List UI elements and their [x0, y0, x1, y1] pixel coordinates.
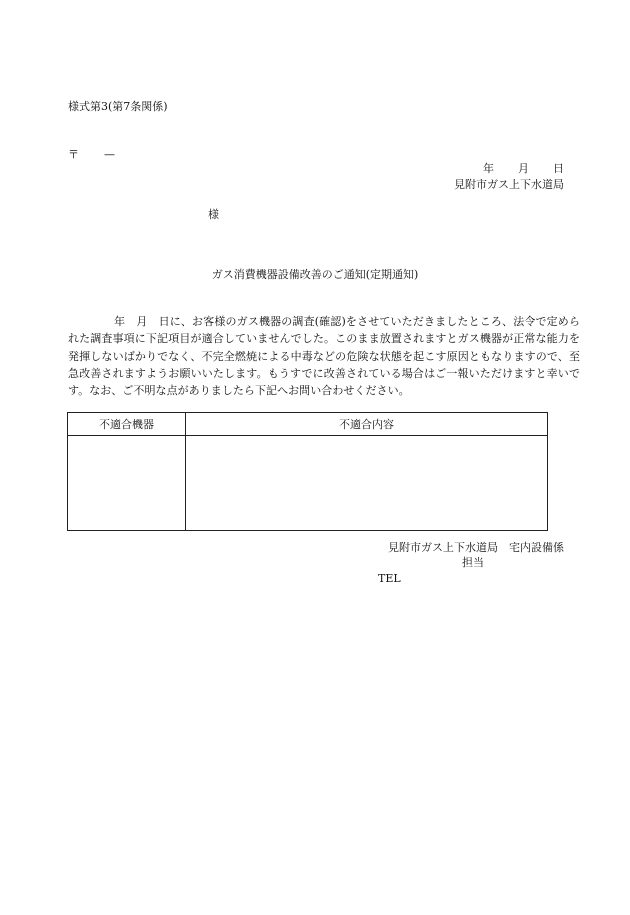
postal-code-line [68, 148, 115, 162]
recipient-suffix: 様 [208, 208, 219, 221]
header-defective-equipment: 不適合機器 [68, 413, 186, 436]
postal-mark: 〒 [68, 148, 79, 161]
date-line [483, 162, 564, 176]
document-title: ガス消費機器設備改善のご通知(定期通知) [211, 268, 419, 281]
postal-dash: — [104, 148, 115, 161]
date-year: 年 [483, 162, 494, 175]
date-month: 月 [518, 162, 529, 175]
defect-table [67, 412, 548, 531]
issuer-name: 見附市ガス上下水道局 [454, 178, 564, 191]
contact-tel-label: TEL [378, 572, 401, 585]
date-day: 日 [553, 162, 564, 175]
cell-defective-equipment [68, 436, 186, 531]
table-header-row [68, 413, 548, 436]
header-defect-content: 不適合内容 [186, 413, 548, 436]
contact-person-label: 担当 [462, 556, 484, 569]
body-paragraph: 年 月 日に、お客様のガス機器の調査(確認)をさせていただきましたところ、法令で定められた調査事項に下記項目が適合していませんでした。このまま放置されますとガス機器が正常な能力を発揮しないばかりでなく、不完全燃焼による中毒などの危険な状態を起こす原因ともなりますので、至急改善されますようお願いいたします。もうすでに改善されている場合はご一報いただけますと幸いです。なお、ご不明な点がありましたら下記へお問い合わせください。 [68, 315, 580, 398]
contact-department: 見附市ガス上下水道局 宅内設備係 [388, 541, 564, 554]
cell-defect-content [186, 436, 548, 531]
table-row [68, 436, 548, 531]
form-number: 様式第3(第7条関係) [68, 100, 168, 113]
